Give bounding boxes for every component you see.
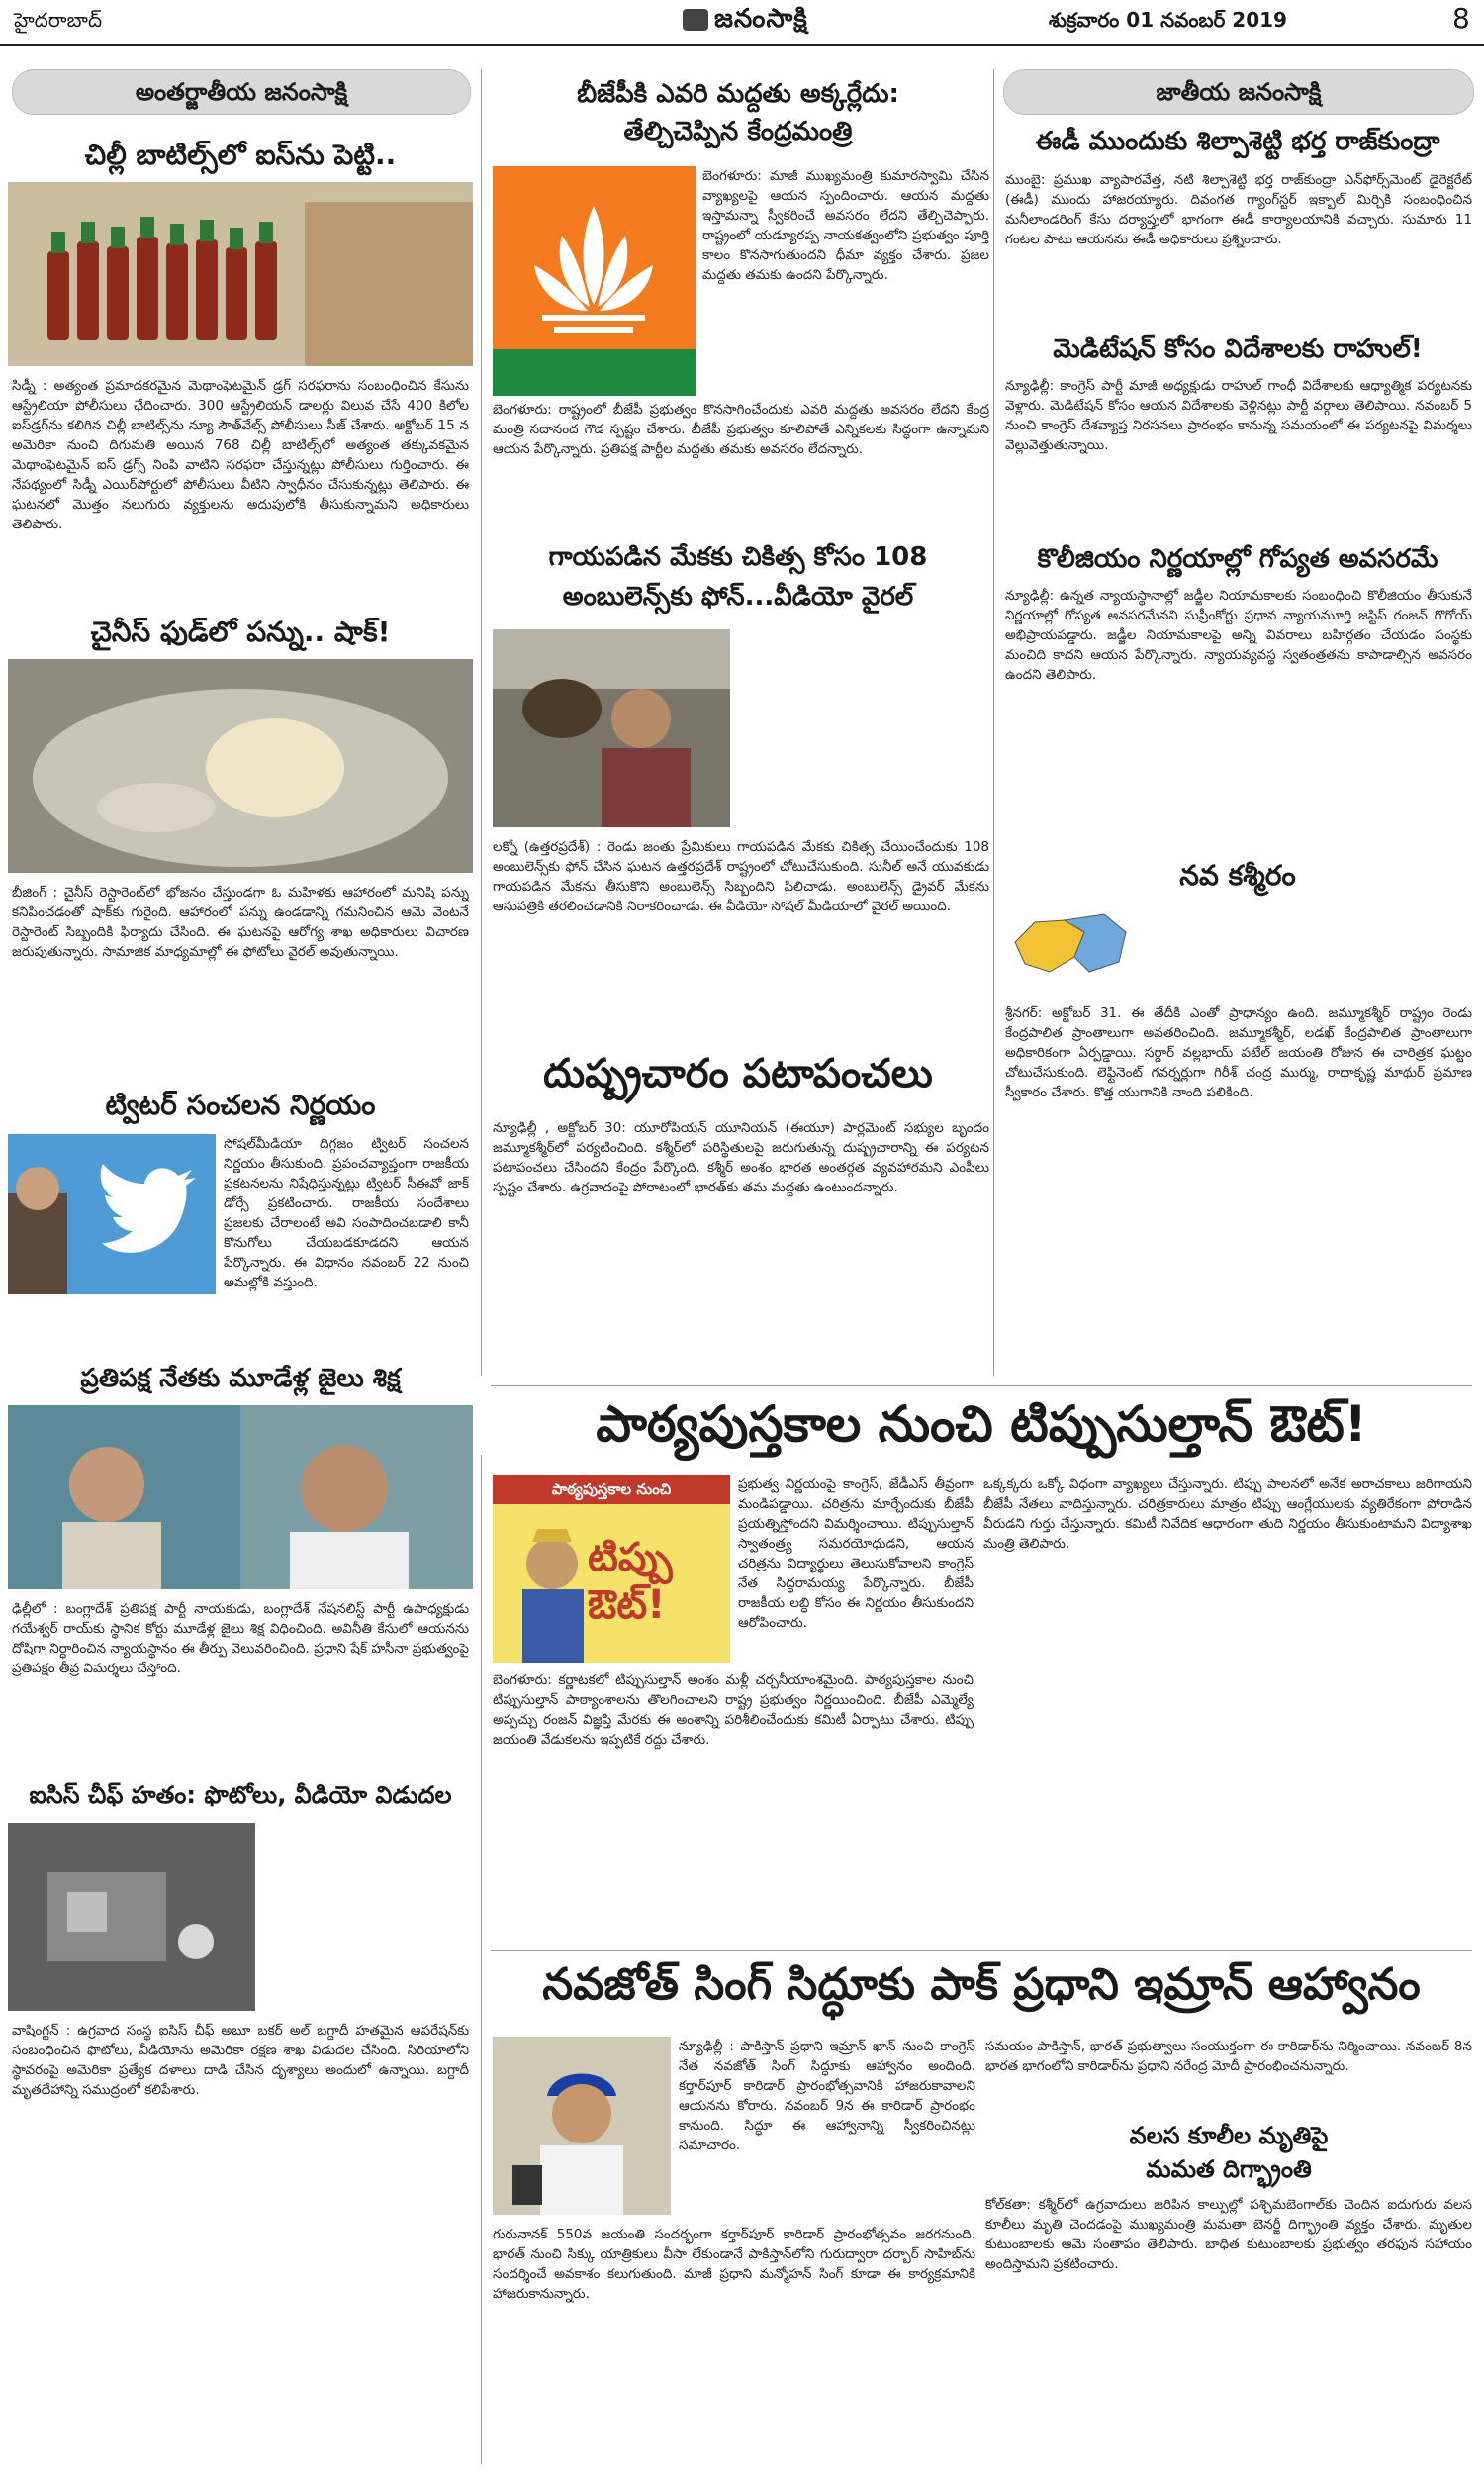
twitter-bird-icon bbox=[8, 1134, 216, 1294]
headline-twitter: ట్విటర్ సంచలన నిర్ణయం bbox=[105, 1089, 376, 1121]
article-sidhu-a: న్యూఢిల్లీ : పాకిస్తాన్ ప్రధాని ఇమ్రాన్ ఖాన్ నుంచి కాంగ్రెస్ నేత నవజోత్ సింగ్ సిద్ధూకు ఆహ్వానం అందింది. కర్తార్‌పూర్ కారిడార్ ప్రారంభోత్సవానికి హాజరుకావాలని ఆయనను కోరారు. నవంబర్ 9న ఈ కారిడార్ ప్రారంభం కానుంది. సిద్ధూ ఈ ఆహ్వానాన్ని స్వీకరించినట్లు సమాచారం. bbox=[679, 2039, 975, 2153]
headline-bjp-support-line2: తేల్చిచెప్పిన కేంద్రమంత్రి bbox=[623, 117, 853, 146]
article-tipu-a: బెంగళూరు: కర్ణాటకలో టిప్పుసుల్తాన్ అంశం మళ్లీ చర్చనీయాంశమైంది. పాఠ్యపుస్తకాల నుంచి టిప్పుసుల్తాన్ పాఠ్యాంశాలను తొలగించాలని రాష్ట్ర ప్రభుత్వం నిర్ణయించింది. బీజేపీ ఎమ్మెల్యే అప్పచ్చు రంజన్ విజ్ఞప్తి మేరకు ఈ అంశాన్ని పరిశీలించేందుకు కమిటీ ఏర్పాటు చేశారు. టిప్పు జయంతి వేడుకలను ఇప్పటికే రద్దు చేశారు. bbox=[493, 1672, 974, 1748]
article-raj-kundra: ముంబై: ప్రముఖ వ్యాపారవేత్త, నటి శిల్పాశెట్టి భర్త రాజ్‌కుంద్రా ఎన్‌ఫోర్స్‌మెంట్ డైరెక్టరేట్ (ఈడీ) ముందు హాజరయ్యారు. దివంగత గ్యాంగ్‌స్టర్ ఇక్బాల్ మిర్చికి సంబంధించిన మనీలాండరింగ్ కేసు దర్యాప్తులో భాగంగా ఈడీ కార్యాలయానికి వచ్చారు. సుమారు 11 గంటల పాటు ఆయనను ఈడీ అధికారులు ప్రశ్నించారు. bbox=[1005, 172, 1472, 247]
sidhu-portrait-icon bbox=[493, 2037, 671, 2215]
article-twitter-part1: సోషల్‌మీడియా దిగ్గజం ట్విటర్ సంచలన నిర్ణయం తీసుకుంది. ప్రపంచవ్యాప్తంగా రాజకీయ ప్రకటనలను నిషేధిస్తున్నట్లు ట్విటర్ సీఈవో జాక్ డోర్సే ప్రకటించారు. రాజకీయ సందేశాలు ప్రజలకు చేరాలంటే అవి సంపాదించబడాలి కానీ కొనుగోలు చేయబడకూడదని ఆయన పేర్కొన్నారు. ఈ విధానం నవంబర్ 22 నుంచి అమల్లోకి వస్తుంది. bbox=[224, 1136, 469, 1290]
photo-twitter-ceo bbox=[8, 1134, 216, 1294]
headline-chinese-food: చైనీస్ ఫుడ్‌లో పన్ను.. షాక్! bbox=[90, 616, 391, 648]
photo-goat-video bbox=[493, 629, 730, 827]
article-bjp-support-left: బెంగళూరు: రాష్ట్రంలో బీజేపీ ప్రభుత్వం కొనసాగించేందుకు ఎవరి మద్దతు అవసరం లేదని కేంద్ర మంత్రి సదానంద గౌడ స్పష్టం చేశారు. బీజేపీ ప్రభుత్వం కూలిపోతే ఎన్నికలకు సిద్ధంగా ఉన్నామని ఆయన పేర్కొన్నారు. ప్రతిపక్ష పార్టీల మద్దతు తమకు అవసరం లేదన్నారు. bbox=[493, 402, 989, 457]
headline-new-kashmir: నవ కశ్మీరం bbox=[1179, 859, 1296, 892]
article-sidhu-b: గురునానక్ 550వ జయంతి సందర్భంగా కర్తార్‌పూర్ కారిడార్ ప్రారంభోత్సవం జరగనుంది. భారత్ నుంచి సిక్కు యాత్రికులు వీసా లేకుండానే పాకిస్తాన్‌లోని గురుద్వారా దర్బార్ సాహిబ్‌ను సందర్శించే అవకాశం కలుగుతుంది. మాజీ ప్రధాని మన్మోహన్ సింగ్ కూడా ఈ కార్యక్రమానికి హాజరుకానున్నారు. bbox=[493, 2227, 975, 2302]
article-tipu-b: ప్రభుత్వ నిర్ణయంపై కాంగ్రెస్, జేడీఎస్ తీవ్రంగా మండిపడ్డాయి. చరిత్రను మార్చేందుకు బీజేపీ ప్రయత్నిస్తోందని విమర్శించాయి. టిప్పుసుల్తాన్ స్వాతంత్ర్య సమరయోధుడని, ఆయన చరిత్రను విద్యార్థులు తెలుసుకోవాలని కాంగ్రెస్ నేత సిద్ధరామయ్య పేర్కొన్నారు. బీజేపీ రాజకీయ లబ్ధి కోసం ఈ నిర్ణయం తీసుకుందని ఆరోపించారు. bbox=[738, 1476, 974, 1631]
bottles-illustration bbox=[8, 182, 473, 366]
article-kashmir-part1 bbox=[1142, 903, 1472, 1001]
photo-bangladesh-leaders bbox=[8, 1405, 473, 1589]
headline-goat-ambulance-line1: గాయపడిన మేకకు చికిత్స కోసం 108 bbox=[548, 542, 928, 572]
article-rahul-meditation: న్యూఢిల్లీ: కాంగ్రెస్ పార్టీ మాజీ అధ్యక్షుడు రాహుల్ గాంధీ విదేశాలకు ఆధ్యాత్మిక పర్యటనకు వెళ్లారు. మెడిటేషన్ కోసం ఆయన విదేశాలకు వెళ్లినట్లు పార్టీ వర్గాలు తెలిపాయి. నవంబర్ 5 నుంచి కాంగ్రెస్ దేశవ్యాప్త నిరసనలు ప్రారంభం కానున్న సమయంలో ఈ పర్యటనపై విమర్శలు వెల్లువెత్తుతున్నాయి. bbox=[1005, 378, 1472, 453]
headline-rahul-meditation: మెడిటేషన్ కోసం విదేశాలకు రాహుల్! bbox=[1053, 334, 1423, 364]
photo-bjp-logo bbox=[493, 166, 696, 396]
headline-mamata-line2: మమత దిగ్భ్రాంతి bbox=[1146, 2155, 1312, 2183]
map-kashmir bbox=[1005, 903, 1134, 1001]
leaders-illustration bbox=[8, 1405, 473, 1589]
masthead-logo bbox=[683, 4, 808, 40]
headline-chilli-bottles: చిల్లీ బాటిల్స్‌లో ఐస్‌ను పెట్టి.. bbox=[84, 139, 397, 171]
section-banner-national: జాతీయ జనంసాక్షి bbox=[1003, 69, 1474, 115]
headline-bjp-support-line1: బీజేపీకి ఎవరి మద్దతు అక్కర్లేదు: bbox=[577, 79, 899, 109]
article-isis-chief: వాషింగ్టన్ : ఉగ్రవాద సంస్థ ఐసిస్ చీఫ్ అబూ బకర్ అల్ బగ్దాదీ హతమైన ఆపరేషన్‌కు సంబంధించిన ఫొటోలు, వీడియోను అమెరికా రక్షణ శాఖ విడుదల చేసింది. సిరియాలోని స్థావరంపై అమెరికా ప్రత్యేక దళాలు దాడి చేసిన దృశ్యాలు అందులో ఉన్నాయి. బగ్దాదీ మృతదేహాన్ని సముద్రంలో కలిపేశారు. bbox=[12, 2023, 469, 2098]
article-propaganda: న్యూఢిల్లీ , అక్టోబర్ 30: యూరోపియన్ యూనియన్ (ఈయూ) పార్లమెంట్ సభ్యుల బృందం జమ్మూకశ్మీర్‌లో పర్యటించింది. కశ్మీర్‌లో పరిస్థితులపై జరుగుతున్న దుష్ప్రచారాన్ని ఈ పర్యటన పటాపంచలు చేసిందని కేంద్రం పేర్కొంది. కశ్మీర్ అంశం భారత అంతర్గత వ్యవహారమని ఎంపీలు స్పష్టం చేశారు. ఉగ్రవాదంపై పోరాటంలో భారత్‌కు తమ మద్దతు ఉంటుందన్నారు. bbox=[493, 1120, 989, 1195]
article-collegium: న్యూఢిల్లీ: ఉన్నత న్యాయస్థానాల్లో జడ్జీల నియామకాలకు సంబంధించి కొలీజియం తీసుకునే నిర్ణయాల్లో గోప్యత అవసరమేనని సుప్రీంకోర్టు ప్రధాన న్యాయమూర్తి జస్టిస్ రంజన్ గొగోయ్ అభిప్రాయపడ్డారు. జడ్జీల నియామకాలపై అన్ని వివరాలు బహిర్గతం చేయడం సంస్థకు మంచిది కాదని ఆయన పేర్కొన్నారు. న్యాయవ్యవస్థ స్వతంత్రతను కాపాడాల్సిన అవసరం ఉందని తెలిపారు. bbox=[1005, 588, 1472, 683]
article-goat-ambulance: లక్నో (ఉత్తరప్రదేశ్) : రెండు జంతు ప్రేమికులు గాయపడిన మేకకు చికిత్స చేయించేందుకు 108 అంబులెన్స్‌కు ఫోన్ చేసిన ఘటన ఉత్తరప్రదేశ్ రాష్ట్రంలో చోటుచేసుకుంది. సునీల్ అనే యువకుడు గాయపడిన మేకను తీసుకొని అంబులెన్స్ సిబ్బందిని పిలిచాడు. అంబులెన్స్ డ్రైవర్ మేకను ఆసుపత్రికి తరలించడానికి నిరాకరించాడు. ఈ వీడియో సోషల్ మీడియాలో వైరల్ అయింది. bbox=[493, 839, 989, 914]
headline-mamata-line1: వలస కూలీల మృతిపై bbox=[1129, 2122, 1329, 2149]
photo-tooth-in-food bbox=[8, 659, 473, 873]
lotus-icon bbox=[493, 166, 696, 396]
article-goat-part1 bbox=[738, 629, 989, 827]
poster-banner: పాఠ్యపుస్తకాల నుంచి bbox=[493, 1475, 730, 1504]
article-sidhu-c: సమయం పాకిస్తాన్, భారత్ ప్రభుత్వాలు సంయుక్తంగా ఈ కారిడార్‌ను నిర్మించాయి. నవంబర్ 8న భారత భాగంలోని కారిడార్‌ను ప్రధాని నరేంద్ర మోదీ ప్రారంభించనున్నారు. bbox=[985, 2039, 1472, 2074]
section-banner-international: అంతర్జాతీయ జనంసాక్షి bbox=[12, 69, 471, 115]
article-bjp-support-right: బెంగళూరు: మాజీ ముఖ్యమంత్రి కుమారస్వామి చేసిన వ్యాఖ్యలపై ఆయన స్పందించారు. ఆయన మద్దతు ఇస్తామన్నా స్వీకరించే అవసరం లేదని తేల్చిచెప్పారు. రాష్ట్రంలో యడ్యూరప్ప నాయకత్వంలోని ప్రభుత్వం పూర్తి కాలం కొనసాగుతుందని ధీమా వ్యక్తం చేశారు. ప్రజల మద్దతు తమకు ఉందని పేర్కొన్నారు. bbox=[702, 168, 989, 283]
headline-collegium: కొలీజియం నిర్ణయాల్లో గోప్యత అవసరమే bbox=[1037, 544, 1438, 574]
headline-goat-ambulance-line2: అంబులెన్స్‌కు ఫోన్...వీడియో వైరల్ bbox=[562, 582, 914, 612]
column-divider bbox=[993, 69, 994, 1376]
article-tipu-c: ఒక్కక్కరు ఒక్కో విధంగా వ్యాఖ్యలు చేస్తున్నారు. టిప్పు పాలనలో అనేక అరాచకాలు జరిగాయని బీజేపీ నేతలు వాదిస్తున్నారు. చరిత్రకారులు మాత్రం టిప్పు ఆంగ్లేయులకు వ్యతిరేకంగా పోరాడిన వీరుడని గుర్తు చేస్తున్నారు. కమిటీ నివేదిక ఆధారంగా తుది నిర్ణయం తీసుకుంటామని విద్యాశాఖ మంత్రి తెలిపారు. bbox=[983, 1476, 1472, 1552]
column-divider bbox=[481, 1455, 482, 2464]
article-mamata: కోల్‌కతా: కశ్మీర్‌లో ఉగ్రవాదులు జరిపిన కాల్పుల్లో పశ్చిమబెంగాల్‌కు చెందిన ఐదుగురు వలస కూలీలు మృతి చెందడంపై ముఖ్యమంత్రి మమతా బెనర్జీ దిగ్భ్రాంతి వ్యక్తం చేశారు. మృతుల కుటుంబాలకు ఆమె సంతాపం తెలిపారు. బాధిత కుటుంబాలకు ప్రభుత్వం తరఫున సహాయం అందిస్తామని ప్రకటించారు. bbox=[985, 2197, 1472, 2272]
kashmir-map-icon bbox=[1005, 903, 1134, 1001]
photo-chilli-bottles bbox=[8, 182, 473, 366]
goat-illustration bbox=[493, 629, 730, 827]
headline-propaganda: దుష్ప్రచారం పటాపంచలు bbox=[543, 1051, 933, 1096]
article-chilli-bottles: సిడ్నీ : అత్యంత ప్రమాదకరమైన మెథాంఫెటమైన్ డ్రగ్ సరఫరాను సంబంధించిన కేసును ఆస్ట్రేలియా పోలీసులు ఛేదించారు. 300 ఆస్ట్రేలియన్ డాలర్లు విలువ చేసే 400 కిలోల ఐస్‌డ్రగ్‌ను కలిగిన చిల్లీ బాటిల్స్‌ను న్యూ సౌత్‌వేల్స్ పోలీసులు సీజ్ చేశారు. అక్టోబర్ 15 న అమెరికా నుంచి దిగుమతి అయిన 768 చిల్లీ బాటిల్స్‌లో అత్యంత తక్కువకమైన మెథాంఫెటమైన్ ఐస్ డ్రగ్స్ నింపి వాటిని సరఫరా చేస్తున్నట్లు పోలీసులు గుర్తించారు. ఈ నేపథ్యంలో సిడ్నీ ఎయిర్‌పోర్టులో పోలీసులు వీటిని స్వాధీనం చేసుకున్నట్లు తెలిపారు. ఈ ఘటనలో మొత్తం నలుగురు వ్యక్తులను అదుపులోకి తీసుకున్నామని అధికారులు తెలిపారు. bbox=[12, 378, 469, 532]
page-number: 8 bbox=[1452, 2, 1470, 35]
article-isis-part1 bbox=[263, 1823, 469, 2011]
masthead-emblem-icon bbox=[683, 9, 708, 31]
article-jail-sentence: ఢిల్లీలో : బంగ్లాదేశ్ ప్రతిపక్ష పార్టీ నాయకుడు, బంగ్లాదేశ్ నేషనలిస్ట్ పార్టీ ఉపాధ్యక్షుడు గయేశ్వర్ రాయ్‌కు స్థానిక కోర్టు మూడేళ్ల జైలు శిక్ష విధించింది. అవినీతి కేసులో ఆయనను దోషిగా నిర్ధారించిన న్యాయస్థానం ఈ తీర్పు వెలువరించింది. ప్రధాని షేక్ హసీనా ప్రభుత్వంపై ప్రతిపక్షం తీవ్ర విమర్శలు చేస్తోంది. bbox=[12, 1601, 469, 1676]
headline-isis-chief: ఐసిస్ చీఫ్ హతం: ఫొటోలు, వీడియో విడుదల bbox=[29, 1781, 452, 1809]
article-new-kashmir: శ్రీనగర్: అక్టోబర్ 31. ఈ తేదీకి ఎంతో ప్రాధాన్యం ఉంది. జమ్మూకశ్మీర్ రాష్ట్రం రెండు కేంద్రపాలిత ప్రాంతాలుగా అవతరించింది. జమ్మూకశ్మీర్, లడఖ్ కేంద్రపాలిత ప్రాంతాలుగా అధికారికంగా ఏర్పడ్డాయి. సర్దార్ వల్లభాయ్ పటేల్ జయంతి రోజున ఈ చారిత్రక ఘట్టం చోటుచేసుకుంది. లెఫ్టినెంట్ గవర్నర్లుగా గిరీశ్ చంద్ర ముర్ము, రాధాకృష్ణ మాథుర్ ప్రమాణ స్వీకారం చేశారు. కొత్త యుగానికి నాంది పలికింది. bbox=[1005, 1005, 1472, 1100]
photo-tipu-poster bbox=[493, 1475, 730, 1663]
poster-title: టిప్పు ఔట్! bbox=[588, 1535, 673, 1628]
headline-raj-kundra: ఈడీ ముందుకు శిల్పాశెట్టి భర్త రాజ్‌కుంద్రా bbox=[1035, 127, 1440, 156]
photo-sidhu bbox=[493, 2037, 671, 2215]
section-rule bbox=[491, 1385, 1472, 1386]
header-city: హైదరాబాద్ bbox=[14, 8, 103, 32]
section-rule bbox=[491, 1950, 1472, 1951]
article-chinese-food: బీజింగ్ : చైనీస్ రెస్టారెంట్‌లో భోజనం చేస్తుండగా ఓ మహిళకు ఆహారంలో మనిషి పన్ను కనిపించడంతో షాక్‌కు గురైంది. ఆహారంలో పన్ను ఉండడాన్ని గమనించిన ఆమె వెంటనే రెస్టారెంట్ సిబ్బందికి ఫిర్యాదు చేసింది. ఈ ఘటనపై ఆరోగ్య శాఖ అధికారులు విచారణ జరుపుతున్నారు. సామాజిక మాధ్యమాల్లో ఈ ఫోటోలు వైరల్ అవుతున్నాయి. bbox=[12, 885, 469, 960]
header-rule bbox=[0, 44, 1484, 46]
photo-isis-raid bbox=[8, 1823, 255, 2011]
tooth-illustration bbox=[8, 659, 473, 873]
column-divider bbox=[481, 69, 482, 1376]
headline-jail-sentence: ప్రతిపక్ష నేతకు మూడేళ్ల జైలు శిక్ష bbox=[80, 1364, 401, 1393]
masthead-title: జనంసాక్షి bbox=[714, 4, 808, 34]
headline-sidhu-invite: నవజోత్ సింగ్ సిద్ధూకు పాక్ ప్రధాని ఇమ్రాన్ ఆహ్వానం bbox=[542, 1959, 1421, 2010]
headline-tipu-sultan: పాఠ్యపుస్తకాల నుంచి టిప్పుసుల్తాన్ ఔట్! bbox=[596, 1395, 1367, 1453]
header-date: శుక్రవారం 01 నవంబర్ 2019 bbox=[1049, 8, 1287, 32]
aerial-raid-illustration bbox=[8, 1823, 255, 2011]
